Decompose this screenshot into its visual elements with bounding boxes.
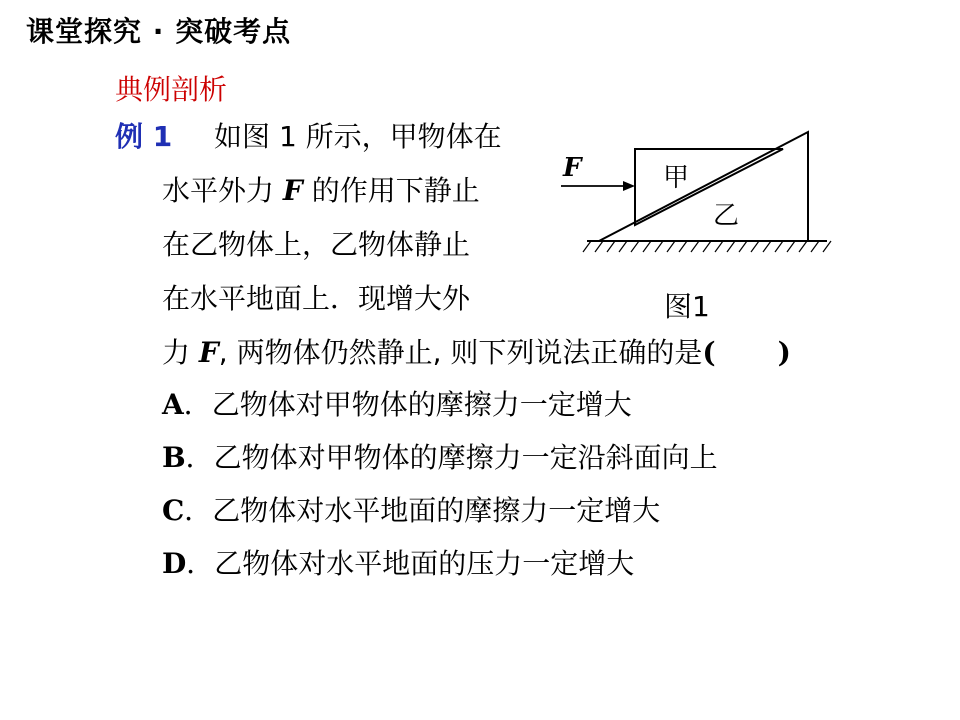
question-text-2a: 水平外力 [162,174,283,207]
question-text-5a: 力 [162,336,199,369]
option-d [162,547,634,581]
option-c [162,494,660,528]
option-text: ．乙物体对甲物体的摩擦力一定增大 [183,388,632,421]
option-letter: B [162,441,186,474]
question-line-2 [162,174,480,208]
question-text-2b: 的作用下静止 [302,174,480,207]
figure-caption: 图1 [664,290,710,323]
ground-hatching [583,241,831,252]
force-symbol: F [282,174,303,207]
block-a-label: 甲 [663,163,690,193]
force-label: F [563,153,582,183]
option-letter: D [162,547,187,580]
option-letter: C [162,494,185,527]
top-block [635,149,783,225]
physics-diagram [555,128,835,258]
option-text: ．乙物体对甲物体的摩擦力一定沿斜面向上 [185,441,718,474]
question-line-4: 在水平地面上．现增大外 [162,282,471,315]
option-b [162,441,718,475]
option-letter: A [162,388,184,421]
question-line-3: 在乙物体上，乙物体静止 [162,228,471,261]
section-title: 典例剖析 [115,73,228,106]
question-text-5b: , 两物体仍然静止, 则下列说法正确的是 [218,336,703,369]
question-line-1 [115,120,502,154]
example-label: 例 1 [115,120,173,153]
force-symbol-2: F [198,336,219,369]
force-arrow-head [623,181,635,191]
page-header: 课堂探究 · 突破考点 [26,15,292,48]
option-text: ．乙物体对水平地面的摩擦力一定增大 [184,494,661,527]
answer-paren-close: ) [777,336,791,369]
option-text: ．乙物体对水平地面的压力一定增大 [186,547,635,580]
block-b-label: 乙 [713,201,740,231]
question-text-1: 如图 1 所示，甲物体在 [214,120,502,153]
question-line-5 [162,336,791,370]
option-a [162,388,632,422]
answer-paren-open: ( [702,336,716,369]
